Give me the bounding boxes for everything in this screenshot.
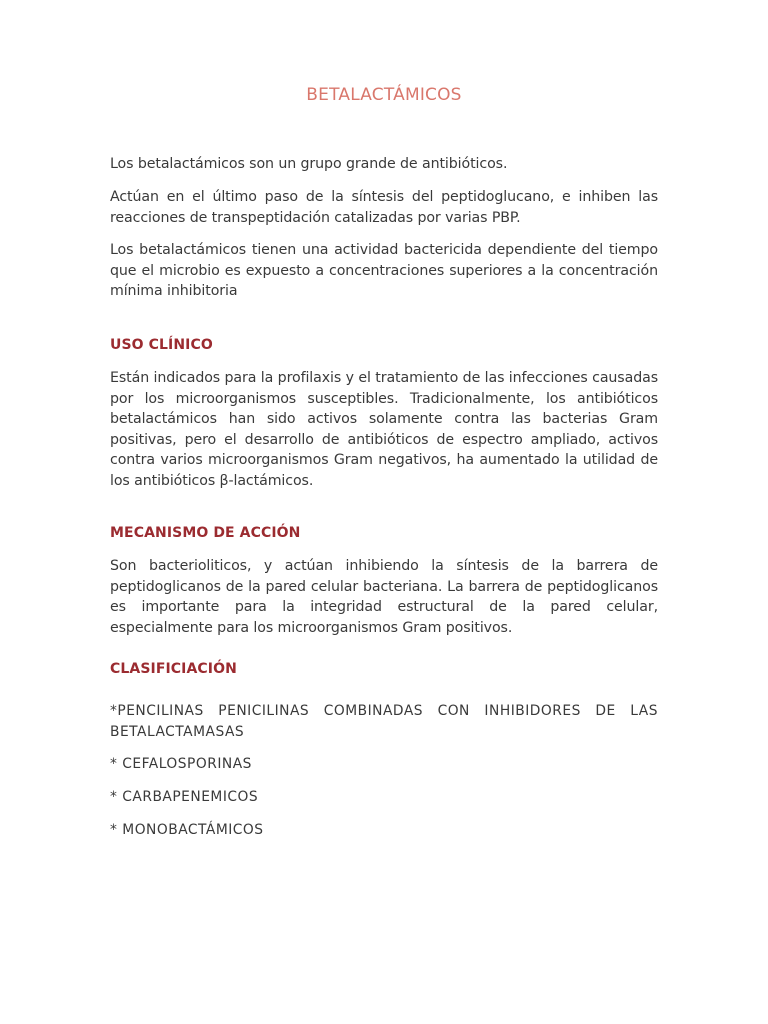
intro-paragraph-1: Los betalactámicos son un grupo grande de antibióticos. <box>110 156 508 172</box>
document-title: BETALACTÁMICOS <box>306 85 462 105</box>
clasificacion-item-3: * CARBAPENEMICOS <box>110 789 259 805</box>
clasificacion-heading: CLASIFICIACIÓN <box>110 661 237 677</box>
clasificacion-item-4: * MONOBACTÁMICOS <box>110 822 264 838</box>
clasificacion-item-1: *PENCILINAS PENICILINAS COMBINADAS CON INHIBIDORES DE LAS BETALACTAMASAS <box>110 703 658 740</box>
intro-paragraph-2: Actúan en el último paso de la síntesis del peptidoglucano, e inhiben las reacciones de transpeptidación catalizadas por varias PBP. <box>110 189 658 226</box>
uso-clinico-heading: USO CLÍNICO <box>110 337 213 353</box>
mecanismo-paragraph: Son bacterioliticos, y actúan inhibiendo la síntesis de la barrera de peptidoglicanos de la pared celular bacteriana. La barrera de peptidoglicanos es importante para la integridad estructural de la pared celular, especialmente para los microorganismos Gram positivos. <box>110 558 658 636</box>
uso-clinico-paragraph: Están indicados para la profilaxis y el tratamiento de las infecciones causadas por los microorganismos susceptibles. Tradicionalmente, los antibióticos betalactámicos han sido activos solamente contra las bacterias Gram positivas, pero el desarrollo de antibióticos de espectro ampliado, activos contra varios microorganismos Gram negativos, ha aumentado la utilidad de los antibióticos β-lactámicos. <box>110 370 658 489</box>
intro-paragraph-3: Los betalactámicos tienen una actividad bactericida dependiente del tiempo que el microbio es expuesto a concentraciones superiores a la concentración mínima inhibitoria <box>110 242 658 300</box>
clasificacion-item-2: * CEFALOSPORINAS <box>110 756 252 772</box>
mecanismo-heading: MECANISMO DE ACCIÓN <box>110 525 301 541</box>
